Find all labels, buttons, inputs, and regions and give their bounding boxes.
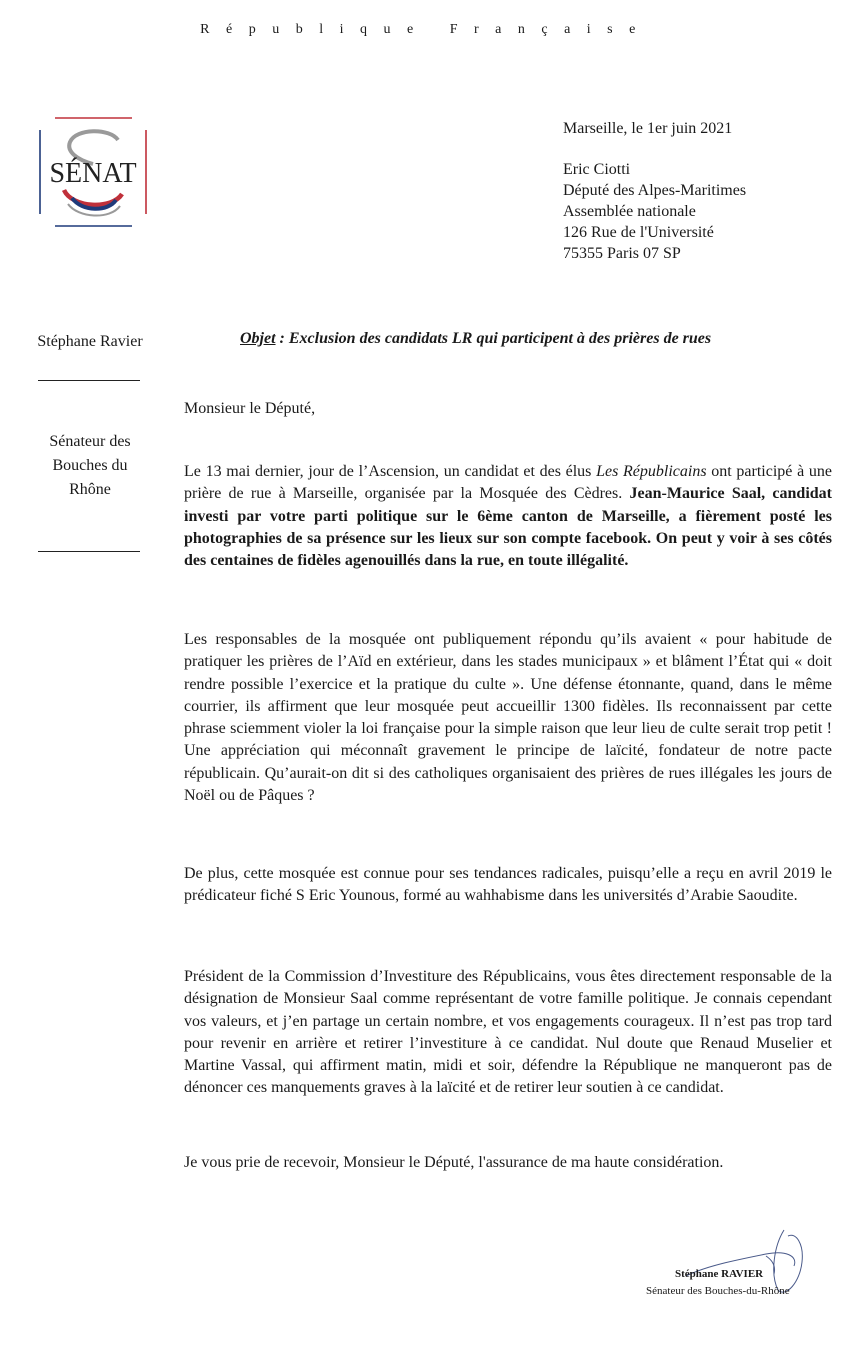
subject-text: Exclusion des candidats LR qui participent à des prières de rues <box>288 330 712 347</box>
paragraph-1-bold-statement: Jean-Maurice Saal, candidat investi par votre parti politique sur le 6ème canton de Marseille, a fièrement posté les photographies de sa présence sur les lieux sur son compte facebook. On peut y voir à ses côtés des centaines de fidèles agenouillés dans la rue, en toute illégalité. <box>184 485 833 570</box>
sidebar-sender-name: Stéphane Ravier <box>37 333 143 350</box>
subject-line <box>240 330 711 348</box>
sender-recipient-block <box>563 118 843 264</box>
sidebar-title-line-1: Sénateur des <box>49 433 131 450</box>
recipient-name: Eric Ciotti <box>563 161 631 178</box>
paragraph-2: Les responsables de la mosquée ont publiquement répondu qu’ils avaient « pour habitude de pratiquer les prières de l’Aïd en extérieur, dans les stades municipaux » et blâment l’État qui « doit rendre possible l’exercice et la pratique du culte ». Une défense étonnante, quand, dans le même courrier, ils affirment que leur mosquée peut accueillir 1300 fidèles. Ils reconnaissent par cette phrase sciemment violer la loi française pour la simple raison que leur lieu de culte serait trop petit ! Une appréciation qui méconnaît gravement le principe de laïcité, fondateur de notre pacte républicain. Qu’aurait-on dit si des catholiques organisaient des prières de rues illégales les jours de Noël ou de Pâques ? <box>184 631 832 805</box>
subject-label: Objet <box>240 330 276 347</box>
logo-wordmark: SÉNAT <box>49 158 137 189</box>
sidebar-title-line-2: Bouches du <box>52 457 128 474</box>
letterhead-republique-francaise: République Française <box>200 22 652 37</box>
recipient-institution: Assemblée nationale <box>563 203 696 220</box>
closing-formula: Je vous prie de recevoir, Monsieur le Député, l'assurance de ma haute considération. <box>184 1154 724 1171</box>
recipient-role: Député des Alpes-Maritimes <box>563 182 747 199</box>
salutation: Monsieur le Député, <box>184 400 316 417</box>
paragraph-3: De plus, cette mosquée est connue pour ses tendances radicales, puisqu’elle a reçu en avril 2019 le prédicateur fiché S Eric Younous, formé au wahhabisme dans les universités d’Arabie Saoudite. <box>184 865 832 905</box>
sidebar-sender-title <box>28 430 152 502</box>
paragraph-1-party-name: Les Républicains <box>596 463 707 480</box>
signatory-name: Stéphane RAVIER <box>675 1268 764 1280</box>
sidebar-divider-top <box>38 380 140 381</box>
recipient-street: 126 Rue de l'Université <box>563 224 714 241</box>
paragraph-4: Président de la Commission d’Investiture des Républicains, vous êtes directement responsable de la désignation de Monsieur Saal comme représentant de votre famille politique. Je connais cependant vos valeurs, et j’en partage un certain nombre, et vos engagements courageux. Il n’est pas trop tard pour revenir en arrière et retirer l’investiture à ce candidat. Nul doute que Renaud Muselier et Martine Vassal, qui affirment matin, midi et soir, défendre la République ne manqueront pas de dénoncer ces manquements graves à la laïcité et de retirer leur soutien à ce candidat. <box>184 968 832 1097</box>
senat-logo <box>38 116 148 228</box>
subject-separator: : <box>275 330 289 347</box>
sidebar-title-line-3: Rhône <box>69 481 111 498</box>
letter-date: Marseille, le 1er juin 2021 <box>563 120 733 137</box>
signatory-title: Sénateur des Bouches-du-Rhône <box>646 1285 790 1297</box>
paragraph-1 <box>184 461 832 572</box>
recipient-city: 75355 Paris 07 SP <box>563 245 681 262</box>
sidebar-divider-bottom <box>38 551 140 552</box>
paragraph-1-intro: Le 13 mai dernier, jour de l’Ascension, un candidat et des élus <box>184 463 597 480</box>
paragraph-1-middle: ont participé à une prière de rue à Marseille, organisée par la Mosquée des Cèdres. <box>184 463 833 503</box>
